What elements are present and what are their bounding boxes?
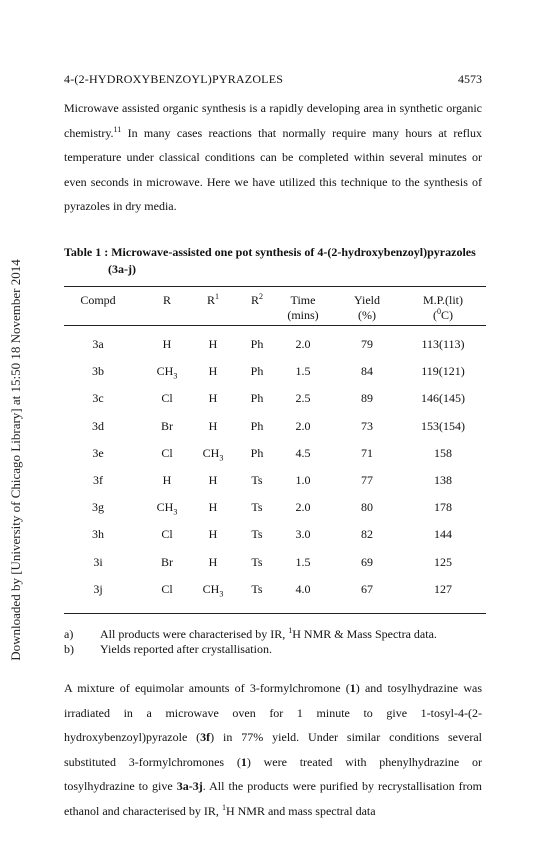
cell-r: Br: [161, 554, 173, 569]
cell-mp: 146(145): [421, 391, 465, 406]
cell-r2: Ph: [250, 418, 264, 433]
cell-r: Cl: [161, 391, 173, 406]
reference-marker: 11: [113, 124, 122, 134]
cell-r: $CH_3$: [156, 364, 178, 381]
cell-mp: 127: [434, 581, 452, 596]
header-r1: $R^1$: [206, 292, 220, 307]
cell-r1: $CH_3$: [202, 445, 224, 463]
cell-mp: 125: [434, 554, 452, 569]
cell-r2: Ts: [251, 500, 263, 515]
cell-mp: 119(121): [421, 364, 465, 379]
cell-compd: 3a: [92, 337, 104, 351]
cell-r1: H: [208, 364, 218, 379]
cell-time: 2.0: [295, 337, 311, 351]
cell-time: 2.0: [295, 500, 311, 515]
running-title: 4-(2-HYDROXYBENZOYL)PYRAZOLES: [64, 72, 284, 86]
cell-compd: 3j: [93, 581, 103, 596]
table-caption-line2: (3a-j): [108, 262, 136, 276]
cell-r: H: [162, 473, 172, 487]
cell-mp: 138: [434, 473, 452, 487]
cell-r2: Ts: [251, 527, 263, 542]
cell-time: 1.5: [295, 554, 311, 569]
table-top-rule: [64, 286, 486, 287]
compound-ref: 1: [240, 754, 247, 769]
cell-r1: H: [208, 337, 218, 351]
cell-r: H: [162, 337, 172, 351]
cell-r2: Ph: [250, 445, 264, 460]
table-bottom-rule: [64, 613, 486, 614]
cell-time: 3.0: [295, 527, 311, 542]
cell-yield: 80: [361, 500, 373, 515]
cell-r1: H: [208, 391, 218, 406]
cell-yield: 67: [361, 581, 373, 596]
compound-ref: 3f: [200, 730, 211, 744]
cell-mp: 144: [434, 527, 452, 542]
cell-r2: Ph: [250, 364, 264, 379]
intro-text-cont: In many cases reactions that normally require many hours at reflux temperature under classical conditions can be completed within several minutes or even seconds in microwave. Here we have utilized this technique to the synthesis of pyrazoles in dry media.: [64, 125, 482, 213]
cell-yield: 84: [361, 364, 373, 379]
cell-r2: Ts: [251, 554, 263, 569]
table-note: a) All products were characterised by IR, $^1$H NMR & Mass Spectra data.: [64, 626, 437, 641]
table-caption-line1: Table 1 : Microwave-assisted one pot synthesis of 4-(2-hydroxybenzoyl)pyrazoles: [64, 245, 476, 259]
cell-r1: H: [208, 418, 218, 433]
cell-compd: 3c: [92, 391, 104, 406]
cell-yield: 69: [361, 554, 373, 569]
cell-time: 4.0: [295, 581, 311, 596]
cell-r: Cl: [161, 581, 173, 596]
cell-yield: 79: [361, 337, 373, 351]
header-r2: $R^2$: [250, 292, 264, 307]
cell-yield: 71: [361, 445, 373, 460]
cell-r: $CH_3$: [156, 500, 178, 517]
cell-r2: Ts: [251, 473, 263, 487]
cell-mp: 113(113): [421, 337, 465, 351]
running-header: [64, 72, 482, 88]
cell-r: Cl: [161, 527, 173, 542]
cell-compd: 3h: [92, 527, 104, 542]
intro-paragraph: [64, 96, 482, 219]
header-time: Time (mins): [287, 293, 319, 322]
cell-r: Cl: [161, 445, 173, 460]
cell-mp: 153(154): [421, 418, 465, 433]
cell-compd: 3d: [92, 418, 104, 433]
intro-text: Microwave assisted organic synthesis is a rapidly developing area in synthetic organic chemistry.: [64, 101, 482, 140]
cell-mp: 178: [434, 500, 452, 515]
cell-r1: H: [208, 554, 218, 569]
cell-time: 1.0: [295, 473, 311, 487]
cell-time: 1.5: [295, 364, 311, 379]
cell-compd: 3f: [93, 473, 103, 487]
header-yield: Yield (%): [354, 293, 380, 322]
cell-yield: 82: [361, 527, 373, 542]
cell-compd: 3g: [92, 500, 104, 515]
cell-r2: Ph: [250, 391, 264, 406]
cell-r: Br: [161, 418, 173, 433]
header-mp: M.P.(lit) ($^0$C): [422, 293, 464, 322]
cell-r1: H: [208, 473, 218, 487]
cell-r1: $CH_3$: [202, 581, 224, 599]
cell-r2: Ph: [250, 337, 264, 351]
cell-yield: 73: [361, 418, 373, 433]
cell-yield: 77: [361, 473, 373, 487]
header-compd: Compd: [80, 293, 116, 307]
cell-compd: 3i: [93, 554, 103, 569]
cell-yield: 89: [361, 391, 373, 406]
cell-compd: 3b: [92, 364, 104, 379]
cell-time: 2.0: [295, 418, 311, 433]
header-r: R: [162, 293, 172, 307]
cell-time: 4.5: [295, 445, 311, 460]
table-header-rule: [64, 325, 486, 326]
cell-r1: H: [208, 500, 218, 515]
cell-mp: 158: [434, 445, 452, 460]
results-paragraph: A mixture of equimolar amounts of 3-formylchromone (1) and tosylhydrazine was irradiated in a microwave oven for 1 minute to give 1-tosyl-4-(2-hydroxybenzoyl)pyrazole (3f) in 77% yield. Under similar conditions several substituted 3-formylchromones (1) were treated with phenylhydrazine or tosylhydrazine to give 3a-3j. All the products were purified by recrystallisation from ethanol and characterised by IR, $^1$H NMR and mass spectral data: [64, 681, 482, 818]
compound-ref: 3a-3j: [176, 779, 203, 793]
table-caption: [64, 244, 482, 278]
cell-compd: 3e: [92, 445, 104, 460]
cell-time: 2.5: [295, 391, 311, 406]
cell-r1: H: [208, 527, 218, 542]
download-watermark-text: Downloaded by [University of Chicago Library] at 15:50 18 November 2014: [8, 259, 23, 661]
page-number: 4573: [458, 72, 482, 86]
compound-ref: 1: [349, 681, 356, 695]
table-note: b) Yields reported after crystallisation.: [64, 642, 272, 656]
cell-r2: Ts: [251, 581, 263, 596]
